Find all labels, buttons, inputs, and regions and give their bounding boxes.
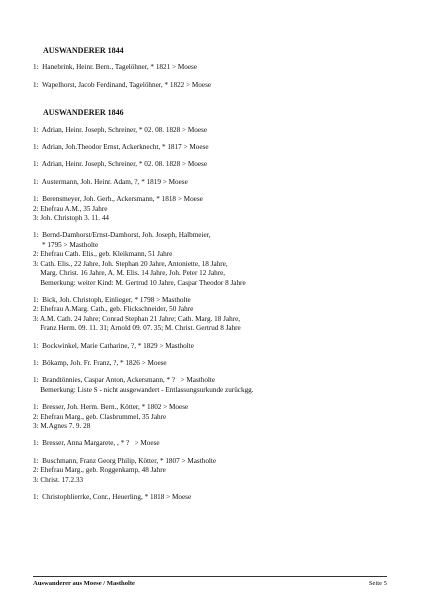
emigrant-entry <box>33 439 403 448</box>
entry-line: 3: Joh. Christoph 3. 11. 44 <box>33 214 110 223</box>
entry-line: 2: Ehefrau A.M., 35 Jahre <box>33 204 108 213</box>
entry-line: 1: Buschmann, Franz Georg Philip, Kötter, * 1807 > Mastholte <box>33 456 217 465</box>
emigrant-entry <box>33 63 403 72</box>
emigrant-entry <box>33 231 403 287</box>
entry-line: 1: Bockwinkel, Marie Catharine, ?, * 1829 > Mastholte <box>33 341 194 350</box>
entry-line: 3: M.Agnes 7. 9. 28 <box>33 421 91 430</box>
footer-divider <box>33 576 387 577</box>
emigrant-entry <box>33 457 403 485</box>
entry-line: 2: Ehefrau Marg., geb. Clasbrummel, 35 Jahre <box>33 412 167 421</box>
entry-line: 1: Bresser, Joh. Herm. Bern., Kötter, * 1802 > Moese <box>33 403 189 412</box>
entry-line: 1: Adrian, Heinr. Joseph, Schreiner, * 02. 08. 1828 > Moese <box>33 125 208 134</box>
emigrant-entry <box>33 160 403 169</box>
document-content <box>33 46 403 510</box>
entry-line: 1: Adrian, Heinr. Joseph, Schreiner, * 02. 08. 1828 > Moese <box>33 160 208 169</box>
entry-line: 1: Bökamp, Joh. Fr. Franz, ?, * 1826 > Moese <box>33 358 167 367</box>
entry-line: 1: Bernd-Damhorst/Ernst-Damhorst, Joh. Joseph, Halbmeier, <box>33 231 211 240</box>
entry-line: 2: Ehefrau Cath. Elis., geb. Kleikmann, 51 Jahre <box>33 250 173 259</box>
emigrant-entry <box>33 359 403 368</box>
entry-line: 1: Christophlierrke, Conr., Heuerling, * 1818 > Moese <box>33 493 192 501</box>
emigrant-entry <box>33 81 403 90</box>
entry-line: 1: Hanebrink, Heinr. Bern., Tagelöhner, * 1821 > Moese <box>33 63 198 72</box>
emigrant-entry <box>33 178 403 187</box>
entry-line: 1: Adrian, Joh.Theodor Ernst, Ackerknecht, * 1817 > Moese <box>33 143 209 152</box>
entry-line: 1: Bick, Joh. Christoph, Einlieger, * 1798 > Mastholte <box>33 295 191 304</box>
emigrant-entry <box>33 493 403 502</box>
entry-line: 1: Brandtönnies, Caspar Anton, Ackersmann, * ? > Mastholte <box>33 376 216 385</box>
section-heading: AUSWANDERER 1846 <box>43 108 124 118</box>
emigrant-entry <box>33 376 403 395</box>
entry-line: Bemerkung: Liste S - nicht ausgewandert - Entlassungsurkunde zurückgg. <box>33 385 254 394</box>
emigrant-entry <box>33 143 403 152</box>
entry-line: 1: Wapelhorst, Jacob Ferdinand, Tagelöhner, * 1822 > Moese <box>33 80 212 89</box>
entry-line: 2: Ehefrau Marg., geb. Roggenkamp, 48 Jahre <box>33 466 166 475</box>
entry-line: Franz Herm. 09. 11. 31; Arnold 09. 07. 35; M. Christ. Gertrud 8 Jahre <box>33 324 241 333</box>
emigrant-entry <box>33 403 403 431</box>
entry-line: 1: Bresser, Anna Margarete, , * ? > Moese <box>33 439 160 448</box>
entry-line: Marg. Christ. 16 Jahre, A. M. Elis. 14 Jahre, Joh. Peter 12 Jahre, <box>33 269 226 278</box>
emigrant-entry <box>33 126 403 135</box>
entry-line: Bemerkung: weiter Kind: M. Gertrud 10 Jahre, Caspar Theodor 8 Jahre <box>33 278 246 287</box>
entry-line: 1: Austermann, Joh. Heinr. Adam, ?, * 1819 > Moese <box>33 177 188 186</box>
entry-line: * 1795 > Mastholte <box>33 240 99 249</box>
entry-line: 1: Berensmeyer, Joh. Gerh., Ackersmann, * 1818 > Moese <box>33 195 203 204</box>
footer-title: Auswanderer aus Moese / Mastholte <box>33 580 135 587</box>
section-heading: AUSWANDERER 1844 <box>43 46 124 55</box>
entry-line: 3: Christ. 17.2.33 <box>33 475 84 484</box>
page-number: Seite 5 <box>368 580 387 587</box>
emigrant-entry <box>33 296 403 334</box>
entry-line: 3: A.M. Cath. 24 Jahre; Conrad Stephan 21 Jahre; Cath. Marg. 18 Jahre, <box>33 314 241 323</box>
emigrant-entry <box>33 195 403 223</box>
entry-line: 3: Cath. Elis., 22 Jahre, Joh. Stephan 20 Jahre, Antoniette, 18 Jahre, <box>33 259 228 268</box>
entry-line: 2: Ehefrau A.Marg. Cath., geb. Flickschneider, 50 Jahre <box>33 305 194 314</box>
emigrant-entry <box>33 342 403 351</box>
